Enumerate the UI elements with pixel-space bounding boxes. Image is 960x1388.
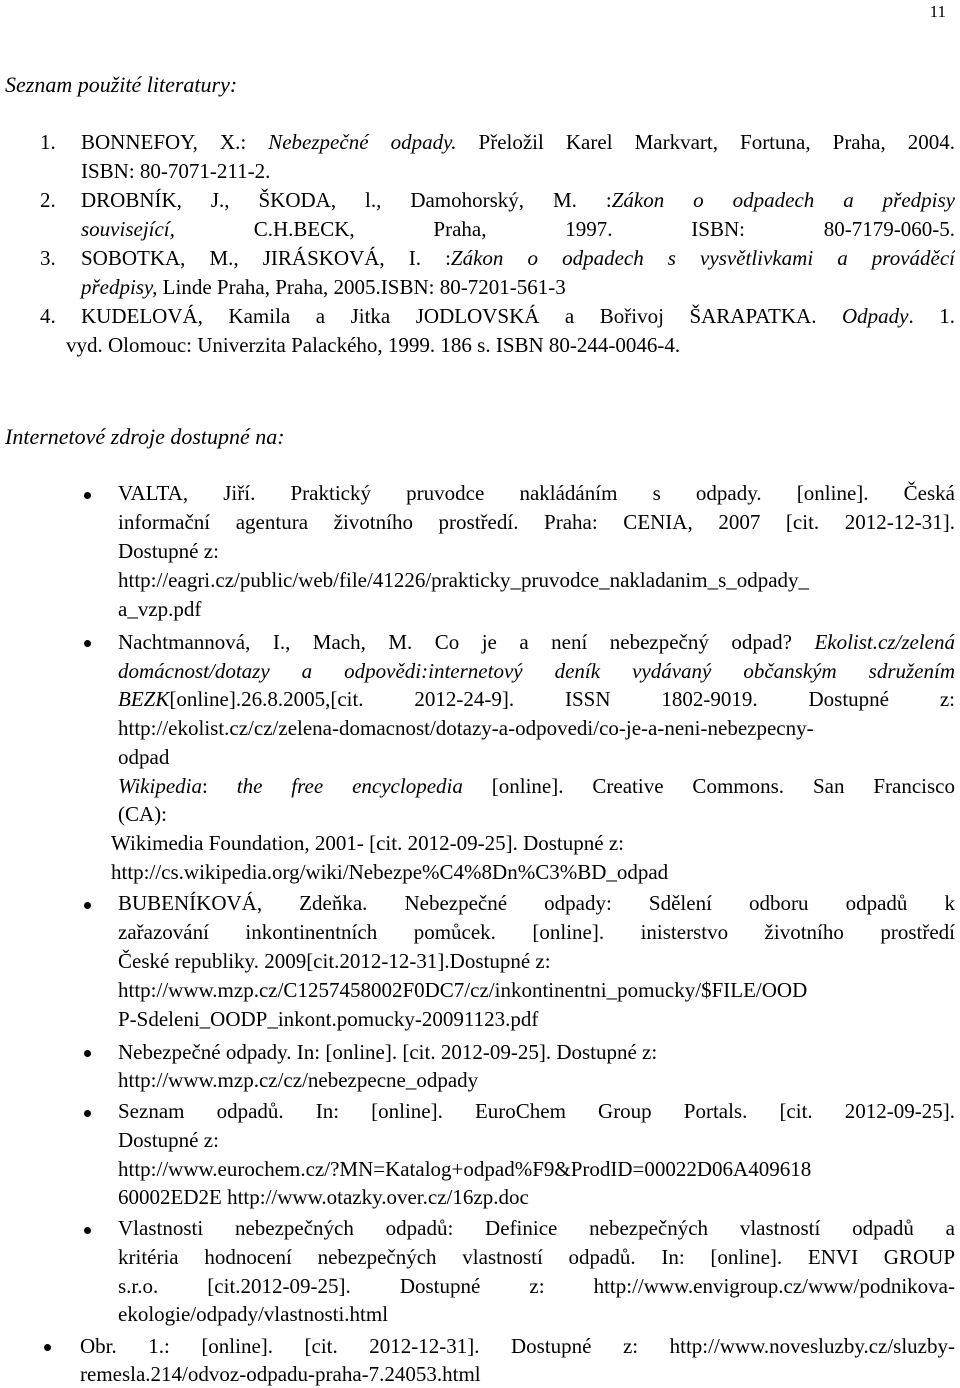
reference-line	[118, 977, 955, 1003]
reference-line	[66, 332, 680, 358]
italic-text-segment: související,	[81, 217, 175, 241]
reference-line	[81, 216, 955, 242]
text-segment: VALTA, Jiří. Praktický pruvodce nakládáním s odpady. [online]. Česká	[118, 481, 955, 505]
italic-text-segment: Ekolist	[814, 630, 873, 654]
reference-line	[118, 1301, 388, 1327]
reference-line	[118, 1215, 955, 1241]
italic-text-segment: Wikipedia	[118, 774, 202, 798]
text-segment: http://ekolist.cz/cz/zelena-domacnost/dotazy-a-odpovedi/co-je-a-neni-nebezpecny-	[118, 716, 814, 740]
reference-line	[111, 859, 668, 885]
internet-sources-heading: Internetové zdroje dostupné na:	[5, 424, 285, 449]
text-segment: zařazování inkontinentních pomůcek. [online]. inisterstvo životního prostředí	[118, 920, 955, 944]
reference-line	[118, 1127, 219, 1153]
text-segment: Vlastnosti nebezpečných odpadů: Definice nebezpečných vlastností odpadů a	[118, 1216, 955, 1240]
bullet-icon	[44, 1344, 51, 1351]
reference-line	[118, 629, 955, 655]
italic-text-segment: .cz/zelená	[872, 630, 955, 654]
text-segment: 60002ED2E http://www.otazky.over.cz/16zp.doc	[118, 1185, 529, 1209]
reference-number: 1.	[40, 130, 56, 154]
text-segment: http://cs.wikipedia.org/wiki/Nebezpe%C4%8Dn%C3%BD_odpad	[111, 860, 669, 884]
reference-number: 4.	[40, 304, 56, 328]
reference-line	[118, 596, 201, 622]
reference-line	[118, 509, 955, 535]
text-segment: Seznam odpadů. In: [online]. EuroChem Group Portals. [cit. 2012-09-25].	[118, 1099, 955, 1123]
reference-line	[118, 1184, 529, 1210]
text-segment: :	[201, 774, 237, 798]
italic-text-segment: Odpady	[841, 304, 909, 328]
text-segment: P-Sdeleni_OODP_inkont.pomucky-20091123.pdf	[118, 1007, 539, 1031]
text-segment: kritéria hodnocení nebezpečných vlastností odpadů. In: [online]. ENVI GROUP	[118, 1245, 955, 1269]
text-segment: s.r.o. [cit.2012-09-25]. Dostupné z: http://www.envigroup.cz/www/podnikova-	[118, 1274, 955, 1298]
reference-line	[118, 658, 955, 684]
reference-line	[81, 187, 955, 213]
italic-text-segment: BEZK	[118, 687, 170, 711]
text-segment: a_vzp.pdf	[118, 597, 202, 621]
reference-line	[118, 538, 219, 564]
text-segment: http://www.mzp.cz/C1257458002F0DC7/cz/inkontinentni_pomucky/$FILE/OOD	[118, 978, 808, 1002]
reference-line	[80, 1333, 955, 1359]
italic-text-segment: domácnost/dotazy a odpovědi:internetový deník vydávaný občanským sdružením	[118, 659, 955, 683]
text-segment: Nachtmannová, I., Mach, M. Co je a není nebezpečný odpad?	[118, 630, 815, 654]
italic-text-segment: the free encyclopedia	[236, 774, 463, 798]
reference-line	[111, 830, 624, 856]
text-segment: informační agentura životního prostředí. Praha: CENIA, 2007 [cit. 2012-12-31].	[118, 510, 955, 534]
reference-line	[118, 1244, 955, 1270]
text-segment: Nebezpečné odpady. In: [online]. [cit. 2012-09-25]. Dostupné z:	[118, 1040, 658, 1064]
text-segment: http://www.eurochem.cz/?MN=Katalog+odpad%F9&ProdID=00022D06A409618	[118, 1157, 812, 1181]
reference-line	[81, 274, 566, 300]
reference-line	[118, 686, 955, 712]
reference-line	[118, 919, 955, 945]
bullet-icon	[84, 1227, 91, 1234]
page-number: 11	[929, 2, 946, 21]
reference-line	[118, 890, 955, 916]
reference-line	[118, 1067, 478, 1093]
reference-line	[118, 1039, 657, 1065]
reference-line	[118, 1098, 955, 1124]
text-segment: Wikimedia Foundation, 2001- [cit. 2012-09-25]. Dostupné z:	[111, 831, 624, 855]
text-segment: BUBENÍKOVÁ, Zdeňka. Nebezpečné odpady: Sdělení odboru odpadů k	[118, 891, 955, 915]
text-segment: http://eagri.cz/public/web/file/41226/prakticky_pruvodce_nakladanim_s_odpady_	[118, 568, 810, 592]
literature-heading: Seznam použité literatury:	[5, 72, 238, 97]
reference-number: 2.	[40, 188, 56, 212]
italic-text-segment: předpisy,	[81, 275, 158, 299]
reference-line	[118, 567, 809, 593]
text-segment: Dostupné z:	[118, 539, 219, 563]
text-segment: ISBN: 80-7071-211-2.	[81, 159, 271, 183]
reference-line	[118, 480, 955, 506]
text-segment: Přeložil Karel Markvart, Fortuna, Praha, 2004.	[456, 130, 955, 154]
text-segment: C.H.BECK, Praha, 1997. ISBN: 80-7179-060-5.	[174, 217, 955, 241]
text-segment: http://www.mzp.cz/cz/nebezpecne_odpady	[118, 1068, 479, 1092]
reference-line	[81, 245, 955, 271]
text-segment: [online]. Creative Commons. San Francisco	[462, 774, 955, 798]
reference-line	[118, 1006, 538, 1032]
text-segment: České republiky. 2009[cit.2012-12-31].Dostupné z:	[118, 949, 551, 973]
reference-line	[118, 1156, 811, 1182]
bullet-icon	[84, 492, 91, 499]
text-segment: Obr. 1.: [online]. [cit. 2012-12-31]. Dostupné z: http://www.novesluzby.cz/sluzby-	[80, 1334, 955, 1358]
reference-line	[118, 773, 955, 799]
text-segment: vyd. Olomouc: Univerzita Palackého, 1999. 186 s. ISBN 80-244-0046-4.	[66, 333, 681, 357]
text-segment: . 1.	[908, 304, 955, 328]
bullet-icon	[84, 640, 91, 647]
italic-text-segment: Zákon o odpadech s vysvětlivkami a prováděcí	[450, 246, 955, 270]
text-segment: ekologie/odpady/vlastnosti.html	[118, 1302, 389, 1326]
reference-line	[118, 801, 167, 827]
text-segment: [online].26.8.2005,[cit. 2012-24-9]. ISSN 1802-9019. Dostupné z:	[169, 687, 955, 711]
reference-line	[81, 129, 955, 155]
text-segment: (CA):	[118, 802, 167, 826]
text-segment: KUDELOVÁ, Kamila a Jitka JODLOVSKÁ a Bořivoj ŠARAPATKA.	[81, 304, 842, 328]
reference-line	[118, 1273, 955, 1299]
reference-line	[81, 303, 955, 329]
text-segment: SOBOTKA, M., JIRÁSKOVÁ, I. :	[81, 246, 451, 270]
bullet-icon	[84, 1110, 91, 1117]
bullet-icon	[84, 1050, 91, 1057]
reference-line	[81, 158, 270, 184]
text-segment: odpad	[118, 745, 170, 769]
reference-number: 3.	[40, 246, 56, 270]
text-segment: Linde Praha, Praha, 2005.ISBN: 80-7201-561-3	[157, 275, 566, 299]
text-segment: DROBNÍK, J., ŠKODA, l., Damohorský, M. :	[81, 188, 612, 212]
reference-line	[118, 948, 551, 974]
text-segment: BONNEFOY, X.:	[81, 130, 269, 154]
bullet-icon	[84, 902, 91, 909]
text-segment: remesla.214/odvoz-odpadu-praha-7.24053.html	[80, 1362, 481, 1386]
italic-text-segment: Zákon o odpadech a předpisy	[611, 188, 955, 212]
reference-line	[118, 744, 169, 770]
text-segment: Dostupné z:	[118, 1128, 219, 1152]
reference-line	[118, 715, 955, 741]
reference-line	[80, 1361, 481, 1387]
italic-text-segment: Nebezpečné odpady.	[268, 130, 457, 154]
